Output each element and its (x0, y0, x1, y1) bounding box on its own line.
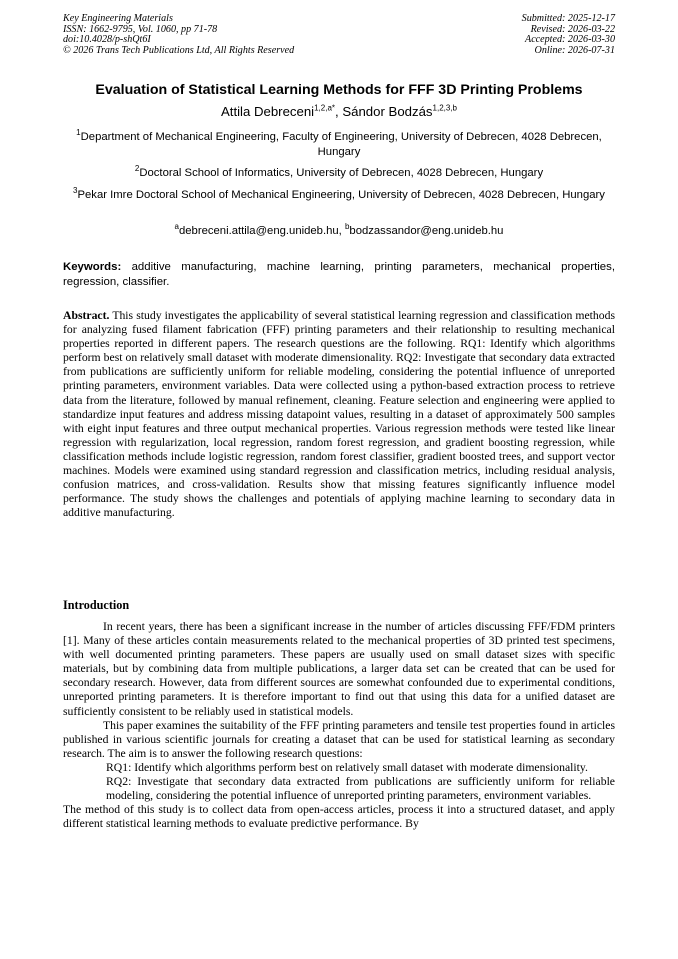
email-a[interactable]: debreceni.attila@eng.unideb.hu (178, 225, 339, 237)
author-2-sup: 1,2,3,b (432, 103, 457, 113)
issn: ISSN: 1662-9795, Vol. 1060, pp 71-78 (63, 23, 218, 35)
intro-paragraph-1: In recent years, there has been a significant increase in the number of articles discussing FFF/FDM printers [1]. Many of these articles contain measurements related to the mechanical properties of 3D printed test specimens, with well documented printing parameters. These papers are usually used on small dataset sizes with specific materials, but by combining data from multiple publications, a larger data set can be created that can be used for secondary research. However, data from different sources are somewhat confounded due to experimental conditions, unreported printing parameters. It is therefore important to find out that using this data for a unified dataset are sufficiently consistent to be reliably used in statistical models. (63, 620, 615, 718)
affiliation-2-sup: 2 (134, 164, 140, 174)
research-question-2: RQ2: Investigate that secondary data extracted from publications are sufficiently uniform for reliable modeling, considering the potential influence of unreported printing parameters, environment variables. (106, 775, 615, 803)
affiliation-3 (64, 188, 614, 203)
submitted-date: Submitted: 2025-12-17 (521, 13, 615, 24)
abstract-block (63, 309, 615, 520)
intro-paragraph-2: This paper examines the suitability of the FFF printing parameters and tensile test properties found in articles published in various scientific journals for creating a dataset that can be used for statistical learning as secondary research. The aim is to answer the following research questions: (63, 718, 615, 760)
abstract-text: This study investigates the applicability of several statistical learning regression and classification methods for analyzing fused filament fabrication (FFF) printing parameters and their relationship to resulting mechanical properties reported in different papers. The research questions are the following. RQ1: Identify which algorithms perform best on relatively small dataset with moderate dimensionality. RQ2: Investigate that secondary data extracted from publications are sufficiently uniform for reliable modeling, considering the potential influence of unreported printing parameters, environment variables. Data were collected using a python-based extraction process to retrieve data from the literature, followed by manual refinement, cleaning. Feature selection and engineering were applied to standardize input features and address missing datapoint values, resulting in a dataset of approximately 500 samples with eight input features and three output mechanical properties. Various regression methods were tested like linear regression with regularization, local regression, random forest regression, and gradient boosting regression, while classification methods include logistic regression, random forest classifier, gradient boosted trees, and support vector machines. Models were examined using standard regression and classification metrics, including residual analysis, confusion matrices, and cross-validation. Results show that missing features significantly influence model performance. The study shows the challenges and potentials of applying machine learning to secondary data in additive manufacturing. (63, 309, 615, 520)
research-question-1: RQ1: Identify which algorithms perform best on relatively small dataset with moderate dimensionality. (106, 760, 588, 774)
email-b-sup: b (344, 222, 350, 232)
journal-name: Key Engineering Materials (63, 13, 173, 24)
author-line (30, 104, 648, 120)
author-separator: , (335, 104, 343, 119)
introduction-body (63, 620, 615, 831)
author-emails (64, 224, 614, 239)
author-1-sup: 1,2,a* (314, 103, 335, 113)
revised-date: Revised: 2026-03-22 (530, 23, 615, 35)
affiliation-2 (64, 166, 614, 181)
author-2-name: Sándor Bodzás (342, 104, 433, 119)
affiliation-1-sup: 1 (76, 128, 81, 138)
affiliation-3-sup: 3 (73, 186, 78, 196)
dates-header (522, 14, 615, 57)
copyright: © 2026 Trans Tech Publications Ltd, All Rights Reserved (63, 45, 295, 57)
abstract-label: Abstract. (63, 309, 110, 322)
email-b[interactable]: bodzassandor@eng.unideb.hu (349, 225, 504, 237)
affiliation-1-text: Department of Mechanical Engineering, Faculty of Engineering, University of Debrecen, 4028 Debrecen, Hungary (80, 131, 602, 159)
email-a-sup: a (174, 222, 179, 232)
intro-paragraph-3: The method of this study is to collect data from open-access articles, process it into a structured dataset, and apply different statistical learning methods to evaluate predictive performance. By (63, 803, 615, 831)
affiliation-2-text: Doctoral School of Informatics, University of Debrecen, 4028 Debrecen, Hungary (139, 167, 544, 179)
author-1-name: Attila Debreceni (221, 104, 315, 119)
paper-title: Evaluation of Statistical Learning Methods for FFF 3D Printing Problems (95, 82, 583, 98)
affiliation-3-text: Pekar Imre Doctoral School of Mechanical Engineering, University of Debrecen, 4028 Debrecen, Hungary (77, 189, 605, 201)
affiliation-1 (64, 130, 614, 161)
keywords-label: Keywords: (63, 261, 122, 273)
accepted-date: Accepted: 2026-03-30 (525, 34, 615, 46)
keywords-block (63, 260, 615, 289)
email-separator: , (338, 225, 345, 237)
doi: doi:10.4028/p-shQt6I (63, 34, 151, 46)
journal-header (63, 14, 294, 57)
introduction-heading: Introduction (63, 598, 130, 612)
keywords-text: additive manufacturing, machine learning, printing parameters, mechanical properties, regression, classifier. (63, 261, 615, 288)
online-date: Online: 2026-07-31 (534, 45, 615, 57)
